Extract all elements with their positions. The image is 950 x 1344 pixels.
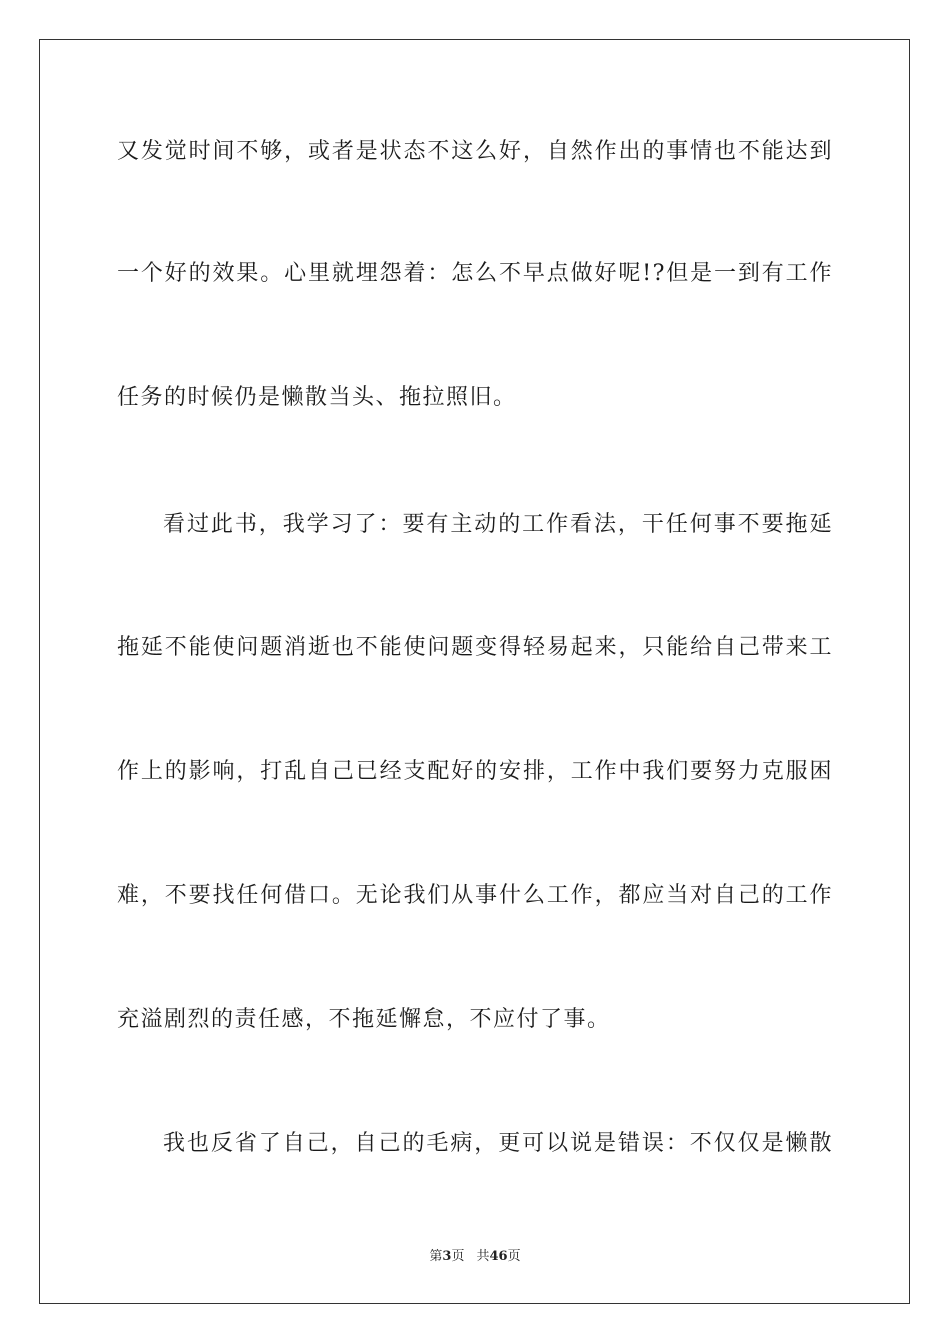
text-line-5: 拖延不能使问题消逝也不能使问题变得轻易起来，只能给自己带来工 bbox=[117, 635, 833, 660]
text-line-8: 充溢剧烈的责任感，不拖延懈怠，不应付了事。 bbox=[117, 1007, 611, 1032]
text-line-1: 又发觉时间不够，或者是状态不这么好，自然作出的事情也不能达到 bbox=[117, 139, 833, 164]
text-line-4: 看过此书，我学习了：要有主动的工作看法，干任何事不要拖延 bbox=[163, 512, 833, 537]
total-pages: 46 bbox=[489, 1249, 508, 1264]
page-prefix: 第 bbox=[429, 1249, 443, 1264]
page-suffix: 页 bbox=[451, 1249, 465, 1264]
text-line-7: 难，不要找任何借口。无论我们从事什么工作，都应当对自己的工作 bbox=[117, 883, 833, 908]
page-footer bbox=[0, 1248, 950, 1266]
page-number: 3 bbox=[442, 1249, 452, 1264]
text-line-9: 我也反省了自己，自己的毛病，更可以说是错误：不仅仅是懒散 bbox=[163, 1131, 833, 1156]
text-line-2: 一个好的效果。心里就埋怨着：怎么不早点做好呢!?但是一到有工作 bbox=[117, 261, 833, 286]
total-suffix: 页 bbox=[507, 1249, 521, 1264]
text-line-6: 作上的影响，打乱自己已经支配好的安排，工作中我们要努力克服困 bbox=[117, 759, 833, 784]
total-prefix: 共 bbox=[476, 1249, 490, 1264]
page-border bbox=[39, 39, 910, 1304]
text-line-3: 任务的时候仍是懒散当头、拖拉照旧。 bbox=[117, 385, 517, 410]
